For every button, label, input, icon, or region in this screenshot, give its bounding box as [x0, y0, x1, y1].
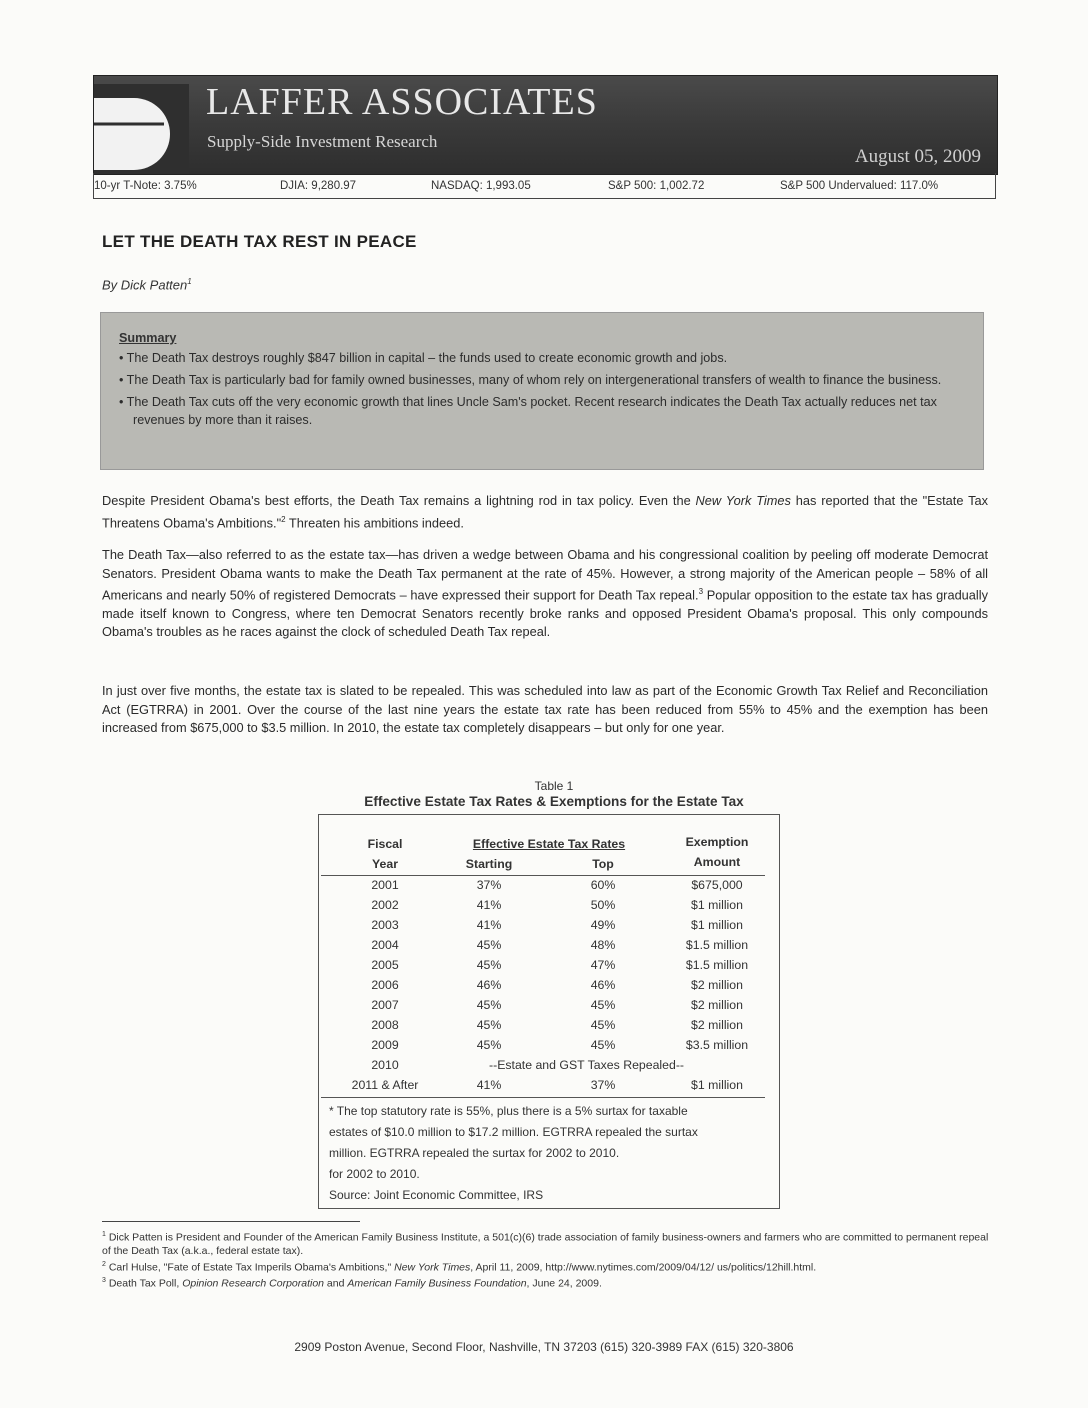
byline-text: By Dick Patten — [102, 277, 188, 293]
table-row — [319, 958, 779, 978]
cell-exemption: $1 million — [691, 918, 743, 932]
table-note-line: for 2002 to 2010. — [329, 1167, 420, 1181]
cell-year: 2011 & After — [351, 1078, 419, 1092]
header-amount: Amount — [693, 855, 741, 869]
table-row-repealed — [319, 1058, 779, 1078]
table-row — [319, 938, 779, 958]
cell-year: 2002 — [371, 898, 399, 912]
cell-exemption: $2 million — [691, 978, 743, 992]
header-fiscal: Fiscal — [367, 837, 403, 851]
table-row — [319, 898, 779, 918]
table-row — [319, 918, 779, 938]
byline — [102, 277, 192, 292]
cell-year: 2006 — [371, 978, 399, 992]
table-row — [319, 998, 779, 1018]
cell-starting-rate: 45% — [476, 938, 502, 952]
cell-top-rate: 37% — [590, 1078, 616, 1092]
ticker-djia: DJIA: 9,280.97 — [280, 180, 357, 192]
ticker-nasdaq: NASDAQ: 1,993.05 — [431, 180, 531, 192]
cell-top-rate: 45% — [590, 998, 616, 1012]
table-label: Table 1 — [534, 779, 574, 793]
cell-repealed-note: --Estate and GST Taxes Repealed-- — [489, 1058, 685, 1072]
cell-exemption: $1 million — [691, 898, 743, 912]
cell-top-rate: 46% — [590, 978, 616, 992]
table-notes — [329, 1101, 774, 1206]
table-row — [319, 978, 779, 998]
cell-exemption: $2 million — [691, 1018, 743, 1032]
header-top: Top — [592, 857, 614, 871]
table-title: Effective Estate Tax Rates & Exemptions for the Estate Tax — [364, 794, 744, 809]
table-footer-rule — [321, 1097, 765, 1098]
cell-starting-rate: 45% — [476, 958, 502, 972]
cell-starting-rate: 46% — [476, 978, 502, 992]
cell-top-rate: 45% — [590, 1018, 616, 1032]
footnote-ref: 3 — [698, 587, 704, 596]
letterhead-banner — [93, 75, 998, 175]
footnote-divider — [102, 1221, 360, 1222]
cell-year: 2007 — [371, 998, 399, 1012]
footnotes — [102, 1228, 990, 1291]
article-title: LET THE DEATH TAX REST IN PEACE — [102, 232, 417, 251]
cell-starting-rate: 41% — [476, 898, 502, 912]
report-date: August 05, 2009 — [854, 146, 981, 167]
estate-tax-table — [318, 814, 780, 1209]
cell-year: 2008 — [371, 1018, 399, 1032]
header-effective-rates: Effective Estate Tax Rates — [472, 837, 626, 851]
body-paragraph-2: The Death Tax—also referred to as the estate tax—has driven a wedge between Obama and his congressional coalition by peeling off moderate Democrat Senators. President Obama wants to make the Death Tax permanent at the rate of 45%. However, a strong majority of the American people – 58% of all Americans and nearly 50% of registered Democrats – have expressed their support for Death Tax repeal.$^3$ Popular opposition to the estate tax has gradually made itself known to Congress, where ten Democrat Senators recently broke ranks and opposed President Obama's proposal. This only compounds Obama's troubles as he races against the clock of scheduled Death Tax repeal. — [102, 547, 989, 640]
summary-bullet: • The Death Tax cuts off the very economic growth that lines Uncle Sam's pocket. Recent research indicates the Death Tax actually reduces net tax revenues by more than it raises. — [119, 395, 937, 427]
cell-starting-rate: 37% — [476, 878, 502, 892]
cell-year: 2003 — [371, 918, 399, 932]
body-paragraph-3: In just over five months, the estate tax is slated to be repealed. This was scheduled into law as part of the Economic Growth Tax Relief and Reconciliation Act (EGTRRA) in 2001. Over the course of the last nine years the estate tax rate has been reduced from 55% to 45% and the exemption has been increased from $675,000 to $3.5 million. In 2010, the estate tax completely disappears – but only for one year. — [102, 683, 988, 735]
cell-year: 2009 — [371, 1038, 399, 1052]
footer-address: 2909 Poston Avenue, Second Floor, Nashville, TN 37203 (615) 320-3989 FAX (615) 320-3806 — [294, 1340, 794, 1354]
market-ticker-bar — [93, 173, 996, 199]
ticker-sp500: S&P 500: 1,002.72 — [608, 180, 705, 192]
table-row — [319, 1038, 779, 1058]
ticker-tnote: 10-yr T-Note: 3.75% — [94, 180, 197, 192]
header-exemption: Exemption — [685, 835, 749, 849]
cell-top-rate: 50% — [590, 898, 616, 912]
footnote-1: $^1$ Dick Patten is President and Founder of the American Family Business Institute, a 501(c)(6) trade association of family business-owners and farmers who are committed to permanent repeal of the Death Tax (a.k.a., federal estate tax). — [102, 1231, 989, 1257]
cell-exemption: $3.5 million — [685, 1038, 749, 1052]
cell-top-rate: 60% — [590, 878, 616, 892]
header-starting: Starting — [465, 857, 513, 871]
table-note-line: estates of $10.0 million to $17.2 million. EGTRRA repealed the surtax — [329, 1125, 698, 1139]
table-note-line: * The top statutory rate is 55%, plus there is a 5% surtax for taxable — [329, 1104, 688, 1118]
brand-name: LAFFER ASSOCIATES — [206, 81, 598, 123]
cell-starting-rate: 45% — [476, 1038, 502, 1052]
cell-exemption: $2 million — [691, 998, 743, 1012]
cell-year: 2001 — [371, 878, 399, 892]
summary-bullet: • The Death Tax is particularly bad for family owned businesses, many of whom rely on intergenerational transfers of wealth to finance the business. — [119, 373, 942, 387]
publication-name: New York Times — [695, 493, 791, 508]
table-note-line: million. EGTRRA repealed the surtax for 2002 to 2010. — [329, 1146, 620, 1160]
laffer-logo-icon — [94, 84, 189, 174]
footnote-ref: 2 — [281, 514, 286, 524]
ticker-sp500-undervalued: S&P 500 Undervalued: 117.0% — [780, 180, 939, 192]
brand-tagline: Supply-Side Investment Research — [207, 132, 438, 151]
cell-top-rate: 49% — [590, 918, 616, 932]
table-row — [319, 1078, 779, 1098]
cell-exemption: $1.5 million — [685, 958, 749, 972]
summary-title: Summary — [119, 331, 177, 345]
cell-starting-rate: 45% — [476, 998, 502, 1012]
cell-year: 2010 — [371, 1058, 399, 1072]
cell-year: 2005 — [371, 958, 399, 972]
cell-exemption: $1 million — [691, 1078, 743, 1092]
table-source: Source: Joint Economic Committee, IRS — [329, 1188, 544, 1202]
header-year: Year — [372, 857, 398, 871]
summary-box — [100, 312, 984, 470]
cell-starting-rate: 41% — [476, 1078, 502, 1092]
body-paragraph-1: Despite President Obama's best efforts, the Death Tax remains a lightning rod in tax policy. Even the New York Times has reported that the "Estate Tax Threatens Obama's Ambitions."$^2$ Threaten his ambitions indeed. — [102, 493, 988, 530]
table-row — [319, 1018, 779, 1038]
summary-bullet: • The Death Tax destroys roughly $847 billion in capital – the funds used to create economic growth and jobs. — [119, 351, 728, 365]
table-header-rule — [321, 875, 765, 876]
cell-exemption: $675,000 — [691, 878, 743, 892]
cell-starting-rate: 41% — [476, 918, 502, 932]
cell-starting-rate: 45% — [476, 1018, 502, 1032]
cell-year: 2004 — [371, 938, 399, 952]
footnote-3: $^3$ Death Tax Poll, Opinion Research Corporation and American Family Business Foundation, June 24, 2009. — [102, 1277, 602, 1290]
cell-top-rate: 45% — [590, 1038, 616, 1052]
cell-exemption: $1.5 million — [685, 938, 749, 952]
cell-top-rate: 47% — [590, 958, 616, 972]
cell-top-rate: 48% — [590, 938, 616, 952]
footnote-2: $^2$ Carl Hulse, "Fate of Estate Tax Imperils Obama's Ambitions," New York Times, April 11, 2009, http://www.nytimes.com/2009/04/12/ us/politics/12hill.html. — [102, 1260, 817, 1273]
table-row — [319, 878, 779, 898]
byline-footnote-ref: 1 — [187, 277, 192, 286]
